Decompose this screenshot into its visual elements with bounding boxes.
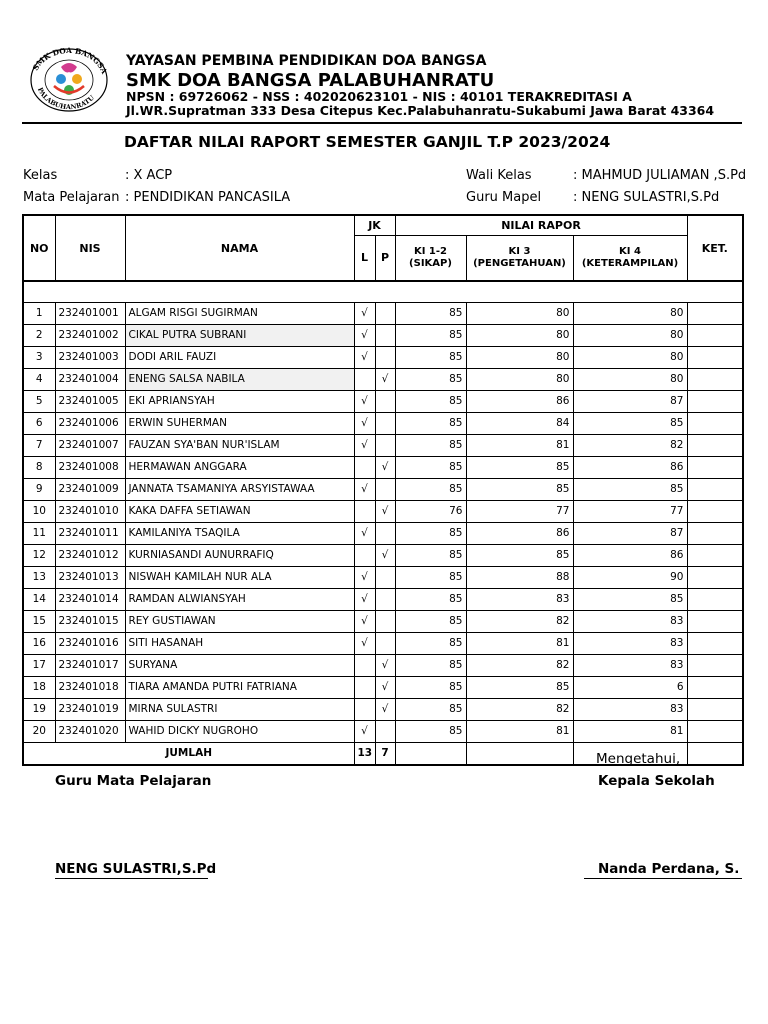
- table-row: [23, 412, 743, 434]
- cell-nis: 232401011: [55, 522, 125, 544]
- table-row: [23, 566, 743, 588]
- cell-ki4: 85: [573, 412, 687, 434]
- col-header-ki4: KI 4 (KETERAMPILAN): [573, 235, 687, 281]
- cell-l: √: [354, 302, 375, 324]
- table-row: [23, 456, 743, 478]
- cell-nis: 232401020: [55, 720, 125, 742]
- cell-ket: [687, 676, 743, 698]
- school-name: SMK DOA BANGSA PALABUHANRATU: [126, 70, 495, 91]
- cell-ket: [687, 302, 743, 324]
- cell-ki3: 81: [466, 632, 573, 654]
- table-row: [23, 500, 743, 522]
- grade-rows: [23, 281, 743, 742]
- cell-nis: 232401015: [55, 610, 125, 632]
- table-row: [23, 654, 743, 676]
- cell-ket: [687, 522, 743, 544]
- kelas-value: : X ACP: [125, 168, 173, 183]
- cell-ki4: 83: [573, 698, 687, 720]
- cell-ki4: 80: [573, 346, 687, 368]
- cell-ki4: 80: [573, 324, 687, 346]
- col-header-jk: JK: [354, 215, 395, 235]
- cell-p: √: [375, 698, 395, 720]
- cell-p: [375, 610, 395, 632]
- cell-ki12: 85: [395, 566, 466, 588]
- summary-ki3: [466, 742, 573, 765]
- cell-ki4: 6: [573, 676, 687, 698]
- cell-ket: [687, 720, 743, 742]
- cell-l: [354, 500, 375, 522]
- cell-l: [354, 544, 375, 566]
- cell-l: [354, 654, 375, 676]
- cell-ki4: 87: [573, 390, 687, 412]
- col-header-ket: KET.: [687, 215, 743, 281]
- teacher-signature-line: [55, 878, 208, 879]
- cell-ki12: 85: [395, 698, 466, 720]
- cell-l: √: [354, 588, 375, 610]
- cell-ki4: 90: [573, 566, 687, 588]
- cell-ki12: 85: [395, 632, 466, 654]
- col-header-nilai-rapor: NILAI RAPOR: [395, 215, 687, 235]
- cell-ki3: 83: [466, 588, 573, 610]
- cell-nama: SURYANA: [125, 654, 354, 676]
- cell-nis: 232401019: [55, 698, 125, 720]
- cell-ket: [687, 500, 743, 522]
- cell-ket: [687, 324, 743, 346]
- cell-no: 17: [23, 654, 55, 676]
- cell-nama: RAMDAN ALWIANSYAH: [125, 588, 354, 610]
- cell-nis: 232401016: [55, 632, 125, 654]
- cell-p: [375, 588, 395, 610]
- table-row: [23, 720, 743, 742]
- cell-p: [375, 478, 395, 500]
- cell-ket: [687, 632, 743, 654]
- cell-p: [375, 522, 395, 544]
- spacer-row: [23, 281, 743, 302]
- cell-ket: [687, 434, 743, 456]
- cell-no: 6: [23, 412, 55, 434]
- cell-ki12: 85: [395, 390, 466, 412]
- cell-ket: [687, 456, 743, 478]
- cell-p: [375, 390, 395, 412]
- cell-no: 16: [23, 632, 55, 654]
- kelas-label: Kelas: [23, 168, 58, 183]
- cell-nis: 232401001: [55, 302, 125, 324]
- cell-ki4: 83: [573, 654, 687, 676]
- cell-p: [375, 632, 395, 654]
- school-address: Jl.WR.Supratman 333 Desa Citepus Kec.Palabuhanratu-Sukabumi Jawa Barat 43364: [126, 103, 715, 118]
- wali-kelas-value: : MAHMUD JULIAMAN ,S.Pd: [573, 168, 747, 183]
- cell-no: 8: [23, 456, 55, 478]
- cell-no: 7: [23, 434, 55, 456]
- cell-nama: WAHID DICKY NUGROHO: [125, 720, 354, 742]
- cell-ket: [687, 478, 743, 500]
- cell-ki3: 85: [466, 544, 573, 566]
- cell-p: √: [375, 654, 395, 676]
- cell-ki4: 86: [573, 544, 687, 566]
- cell-ki4: 83: [573, 632, 687, 654]
- cell-ki12: 85: [395, 720, 466, 742]
- cell-no: 1: [23, 302, 55, 324]
- cell-ki4: 82: [573, 434, 687, 456]
- cell-nis: 232401005: [55, 390, 125, 412]
- cell-nis: 232401017: [55, 654, 125, 676]
- cell-ki12: 85: [395, 368, 466, 390]
- cell-nis: 232401014: [55, 588, 125, 610]
- cell-nama: SITI HASANAH: [125, 632, 354, 654]
- cell-ki4: 83: [573, 610, 687, 632]
- teacher-role: Guru Mata Pelajaran: [55, 773, 212, 789]
- col-header-ki3: KI 3 (PENGETAHUAN): [466, 235, 573, 281]
- cell-ki3: 80: [466, 324, 573, 346]
- cell-no: 18: [23, 676, 55, 698]
- cell-nama: NISWAH KAMILAH NUR ALA: [125, 566, 354, 588]
- col-header-no: NO: [23, 215, 55, 281]
- cell-nama: ENENG SALSA NABILA: [125, 368, 354, 390]
- cell-nis: 232401012: [55, 544, 125, 566]
- cell-no: 12: [23, 544, 55, 566]
- cell-nama: KAKA DAFFA SETIAWAN: [125, 500, 354, 522]
- guru-mapel-value: : NENG SULASTRI,S.Pd: [573, 190, 720, 205]
- cell-ket: [687, 610, 743, 632]
- cell-ki3: 85: [466, 456, 573, 478]
- table-row: [23, 588, 743, 610]
- cell-ket: [687, 544, 743, 566]
- cell-l: √: [354, 346, 375, 368]
- cell-p: √: [375, 368, 395, 390]
- col-header-p: P: [375, 235, 395, 281]
- principal-signature-line: [584, 878, 742, 879]
- cell-ki4: 85: [573, 478, 687, 500]
- cell-ki3: 80: [466, 368, 573, 390]
- cell-ki3: 88: [466, 566, 573, 588]
- table-row: [23, 368, 743, 390]
- cell-ki3: 81: [466, 720, 573, 742]
- cell-l: √: [354, 324, 375, 346]
- cell-l: √: [354, 390, 375, 412]
- cell-no: 19: [23, 698, 55, 720]
- cell-nis: 232401010: [55, 500, 125, 522]
- header-divider: [22, 122, 742, 124]
- cell-l: √: [354, 720, 375, 742]
- cell-ki3: 85: [466, 676, 573, 698]
- col-header-nama: NAMA: [125, 215, 354, 281]
- cell-nama: ERWIN SUHERMAN: [125, 412, 354, 434]
- cell-ki12: 85: [395, 544, 466, 566]
- summary-l-count: 13: [354, 742, 375, 765]
- cell-no: 20: [23, 720, 55, 742]
- cell-no: 4: [23, 368, 55, 390]
- table-row: [23, 522, 743, 544]
- cell-l: [354, 456, 375, 478]
- cell-ki12: 76: [395, 500, 466, 522]
- summary-ket: [687, 742, 743, 765]
- cell-nama: DODI ARIL FAUZI: [125, 346, 354, 368]
- cell-p: [375, 324, 395, 346]
- table-row: [23, 676, 743, 698]
- cell-l: √: [354, 478, 375, 500]
- acknowledgement-text: Mengetahui,: [596, 751, 681, 767]
- cell-nama: MIRNA SULASTRI: [125, 698, 354, 720]
- cell-nis: 232401007: [55, 434, 125, 456]
- summary-p-count: 7: [375, 742, 395, 765]
- cell-p: [375, 346, 395, 368]
- school-ids: NPSN : 69726062 - NSS : 402020623101 - NIS : 40101 TERAKREDITASI A: [126, 89, 632, 104]
- cell-ket: [687, 368, 743, 390]
- table-row: [23, 302, 743, 324]
- document-title: DAFTAR NILAI RAPORT SEMESTER GANJIL T.P 2023/2024: [124, 133, 611, 151]
- cell-ki3: 86: [466, 522, 573, 544]
- cell-nis: 232401002: [55, 324, 125, 346]
- cell-nis: 232401003: [55, 346, 125, 368]
- cell-ki12: 85: [395, 456, 466, 478]
- summary-label: JUMLAH: [23, 742, 354, 765]
- cell-ki4: 77: [573, 500, 687, 522]
- cell-l: √: [354, 522, 375, 544]
- summary-ki12: [395, 742, 466, 765]
- col-header-l: L: [354, 235, 375, 281]
- cell-l: √: [354, 610, 375, 632]
- cell-ki12: 85: [395, 324, 466, 346]
- cell-l: [354, 368, 375, 390]
- table-row: [23, 698, 743, 720]
- cell-ket: [687, 698, 743, 720]
- cell-ki3: 80: [466, 302, 573, 324]
- cell-p: [375, 412, 395, 434]
- cell-ki12: 85: [395, 522, 466, 544]
- cell-no: 10: [23, 500, 55, 522]
- cell-nis: 232401009: [55, 478, 125, 500]
- cell-nis: 232401018: [55, 676, 125, 698]
- cell-ki4: 80: [573, 302, 687, 324]
- cell-ki4: 87: [573, 522, 687, 544]
- col-header-nis: NIS: [55, 215, 125, 281]
- cell-ket: [687, 566, 743, 588]
- cell-ki12: 85: [395, 478, 466, 500]
- cell-nama: FAUZAN SYA'BAN NUR'ISLAM: [125, 434, 354, 456]
- cell-nama: EKI APRIANSYAH: [125, 390, 354, 412]
- logo-bottom-text: PALABUHANRATU: [35, 86, 96, 112]
- cell-ki3: 86: [466, 390, 573, 412]
- cell-ki12: 85: [395, 610, 466, 632]
- cell-p: [375, 302, 395, 324]
- table-row: [23, 324, 743, 346]
- col-header-ki12: KI 1-2 (SIKAP): [395, 235, 466, 281]
- cell-p: [375, 566, 395, 588]
- principal-name: Nanda Perdana, S.: [598, 861, 740, 877]
- cell-ki3: 82: [466, 654, 573, 676]
- teacher-name: NENG SULASTRI,S.Pd: [55, 861, 217, 877]
- cell-ki3: 82: [466, 610, 573, 632]
- guru-mapel-label: Guru Mapel: [466, 190, 542, 205]
- cell-ki12: 85: [395, 588, 466, 610]
- table-row: [23, 478, 743, 500]
- cell-nama: CIKAL PUTRA SUBRANI: [125, 324, 354, 346]
- cell-ki3: 81: [466, 434, 573, 456]
- cell-l: √: [354, 632, 375, 654]
- cell-nama: REY GUSTIAWAN: [125, 610, 354, 632]
- cell-nis: 232401008: [55, 456, 125, 478]
- cell-ket: [687, 654, 743, 676]
- cell-nama: JANNATA TSAMANIYA ARSYISTAWAA: [125, 478, 354, 500]
- cell-ki4: 85: [573, 588, 687, 610]
- school-logo: [24, 45, 114, 113]
- cell-ki3: 77: [466, 500, 573, 522]
- cell-nama: HERMAWAN ANGGARA: [125, 456, 354, 478]
- cell-l: [354, 676, 375, 698]
- table-row: [23, 544, 743, 566]
- cell-nis: 232401006: [55, 412, 125, 434]
- mapel-value: : PENDIDIKAN PANCASILA: [125, 190, 291, 205]
- table-row: [23, 632, 743, 654]
- table-row: [23, 346, 743, 368]
- cell-ki3: 82: [466, 698, 573, 720]
- cell-p: [375, 434, 395, 456]
- table-row: [23, 390, 743, 412]
- cell-nis: 232401013: [55, 566, 125, 588]
- mapel-label: Mata Pelajaran: [23, 190, 120, 205]
- cell-ki3: 85: [466, 478, 573, 500]
- cell-ki12: 85: [395, 654, 466, 676]
- cell-no: 14: [23, 588, 55, 610]
- cell-p: √: [375, 456, 395, 478]
- cell-p: √: [375, 544, 395, 566]
- cell-no: 13: [23, 566, 55, 588]
- cell-ki4: 80: [573, 368, 687, 390]
- cell-nama: KAMILANIYA TSAQILA: [125, 522, 354, 544]
- cell-no: 2: [23, 324, 55, 346]
- cell-l: √: [354, 434, 375, 456]
- cell-nis: 232401004: [55, 368, 125, 390]
- cell-ket: [687, 346, 743, 368]
- cell-nama: KURNIASANDI AUNURRAFIQ: [125, 544, 354, 566]
- cell-no: 9: [23, 478, 55, 500]
- wali-kelas-label: Wali Kelas: [466, 168, 532, 183]
- cell-nama: TIARA AMANDA PUTRI FATRIANA: [125, 676, 354, 698]
- cell-no: 3: [23, 346, 55, 368]
- cell-ki4: 86: [573, 456, 687, 478]
- cell-no: 15: [23, 610, 55, 632]
- cell-p: √: [375, 676, 395, 698]
- cell-l: √: [354, 566, 375, 588]
- cell-ki12: 85: [395, 346, 466, 368]
- cell-ki3: 84: [466, 412, 573, 434]
- cell-ket: [687, 390, 743, 412]
- cell-ki12: 85: [395, 302, 466, 324]
- grades-table: [22, 214, 744, 766]
- cell-ket: [687, 588, 743, 610]
- table-row: [23, 610, 743, 632]
- cell-nama: ALGAM RISGI SUGIRMAN: [125, 302, 354, 324]
- cell-no: 5: [23, 390, 55, 412]
- logo-top-text: SMK DOA BANGSA: [30, 45, 110, 76]
- cell-l: [354, 698, 375, 720]
- cell-ket: [687, 412, 743, 434]
- cell-ki4: 81: [573, 720, 687, 742]
- table-row: [23, 434, 743, 456]
- cell-ki12: 85: [395, 412, 466, 434]
- cell-no: 11: [23, 522, 55, 544]
- cell-ki12: 85: [395, 434, 466, 456]
- cell-ki12: 85: [395, 676, 466, 698]
- cell-l: √: [354, 412, 375, 434]
- cell-ki3: 80: [466, 346, 573, 368]
- cell-p: √: [375, 500, 395, 522]
- cell-p: [375, 720, 395, 742]
- principal-role: Kepala Sekolah: [598, 773, 715, 789]
- foundation-name: YAYASAN PEMBINA PENDIDIKAN DOA BANGSA: [126, 53, 487, 69]
